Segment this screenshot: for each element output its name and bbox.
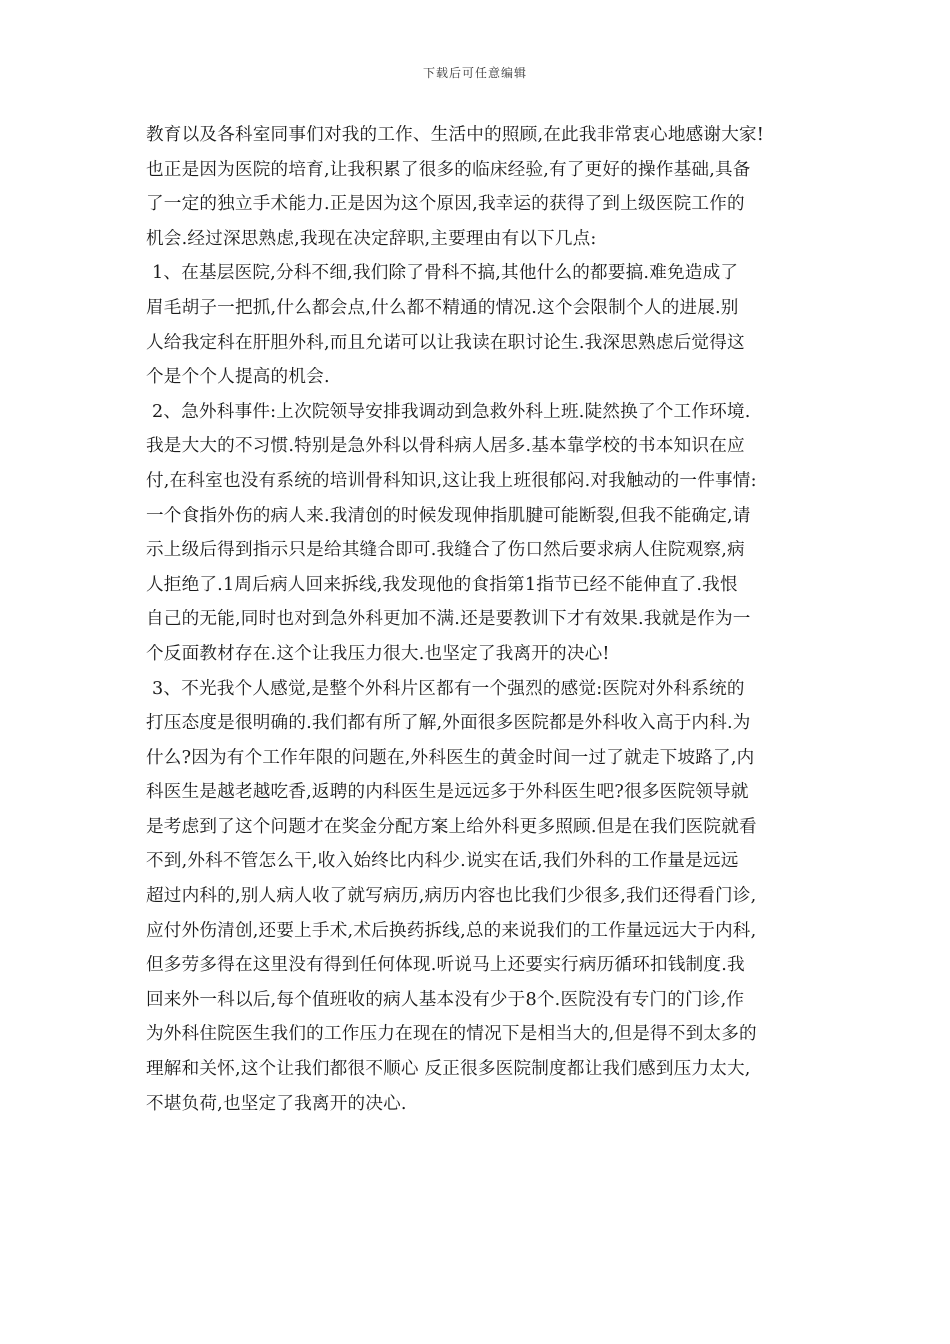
text-line: 一个食指外伤的病人来.我清创的时候发现伸指肌腱可能断裂,但我不能确定,请 bbox=[146, 505, 751, 526]
text-line: 个反面教材存在.这个让我压力很大.也坚定了我离开的决心! bbox=[146, 643, 610, 664]
text-line: 为外科住院医生我们的工作压力在现在的情况下是相当大的,但是得不到太多的 bbox=[146, 1024, 757, 1045]
text-line: 应付外伤清创,还要上手术,术后换药拆线,总的来说我们的工作量远远大于内科, bbox=[146, 920, 757, 941]
text-line: 自己的无能,同时也对到急外科更加不满.还是要教训下才有效果.我就是作为一 bbox=[146, 609, 751, 630]
text-line: 教育以及各科室同事们对我的工作、生活中的照顾,在此我非常衷心地感谢大家! bbox=[146, 125, 765, 145]
text-line: 但多劳多得在这里没有得到任何体现.听说马上还要实行病历循环扣钱制度.我 bbox=[146, 955, 745, 976]
document-body bbox=[146, 118, 812, 1121]
numbered-paragraph-start: 2、急外科事件:上次院领导安排我调动到急救外科上班.陡然换了个工作环境. bbox=[152, 401, 751, 422]
text-line: 回来外一科以后,每个值班收的病人基本没有少于8个.医院没有专门的门诊,作 bbox=[146, 989, 745, 1010]
text-line: 付,在科室也没有系统的培训骨科知识,这让我上班很郁闷.对我触动的一件事情: bbox=[146, 470, 757, 491]
page-header: 下载后可任意编辑 bbox=[422, 66, 527, 80]
text-line: 打压态度是很明确的.我们都有所了解,外面很多医院都是外科收入高于内科.为 bbox=[146, 713, 751, 734]
text-line: 不堪负荷,也坚定了我离开的决心. bbox=[146, 1093, 407, 1114]
text-line: 我是大大的不习惯.特别是急外科以骨科病人居多.基本靠学校的书本知识在应 bbox=[146, 436, 745, 457]
text-line: 人给我定科在肝胆外科,而且允诺可以让我读在职讨论生.我深思熟虑后觉得这 bbox=[146, 332, 745, 353]
text-line: 是考虑到了这个问题才在奖金分配方案上给外科更多照顾.但是在我们医院就看 bbox=[146, 816, 757, 837]
text-line: 个是个个人提高的机会. bbox=[146, 367, 330, 388]
text-line: 什么?因为有个工作年限的问题在,外科医生的黄金时间一过了就走下坡路了,内 bbox=[146, 747, 755, 768]
text-line: 也正是因为医院的培育,让我积累了很多的临床经验,有了更好的操作基础,具备 bbox=[146, 159, 751, 180]
text-line: 眉毛胡子一把抓,什么都会点,什么都不精通的情况.这个会限制个人的进展.别 bbox=[146, 297, 739, 318]
text-line: 理解和关怀,这个让我们都很不顺心 反正很多医院制度都让我们感到压力太大, bbox=[146, 1059, 751, 1080]
numbered-paragraph-start: 1、在基层医院,分科不细,我们除了骨科不搞,其他什么的都要搞.难免造成了 bbox=[152, 263, 739, 284]
text-line: 机会.经过深思熟虑,我现在决定辞职,主要理由有以下几点: bbox=[146, 228, 597, 249]
text-line: 了一定的独立手术能力.正是因为这个原因,我幸运的获得了到上级医院工作的 bbox=[146, 194, 745, 215]
text-line: 示上级后得到指示只是给其缝合即可.我缝合了伤口然后要求病人住院观察,病 bbox=[146, 540, 745, 561]
text-line: 超过内科的,别人病人收了就写病历,病历内容也比我们少很多,我们还得看门诊, bbox=[146, 886, 757, 907]
text-line: 人拒绝了.1周后病人回来拆线,我发现他的食指第1指节已经不能伸直了.我恨 bbox=[146, 574, 738, 595]
numbered-paragraph-start: 3、不光我个人感觉,是整个外科片区都有一个强烈的感觉:医院对外科系统的 bbox=[152, 678, 745, 699]
text-line: 科医生是越老越吃香,返聘的内科医生是远远多于外科医生吧?很多医院领导就 bbox=[146, 782, 749, 803]
text-line: 不到,外科不管怎么干,收入始终比内科少.说实在话,我们外科的工作量是远远 bbox=[146, 851, 739, 872]
